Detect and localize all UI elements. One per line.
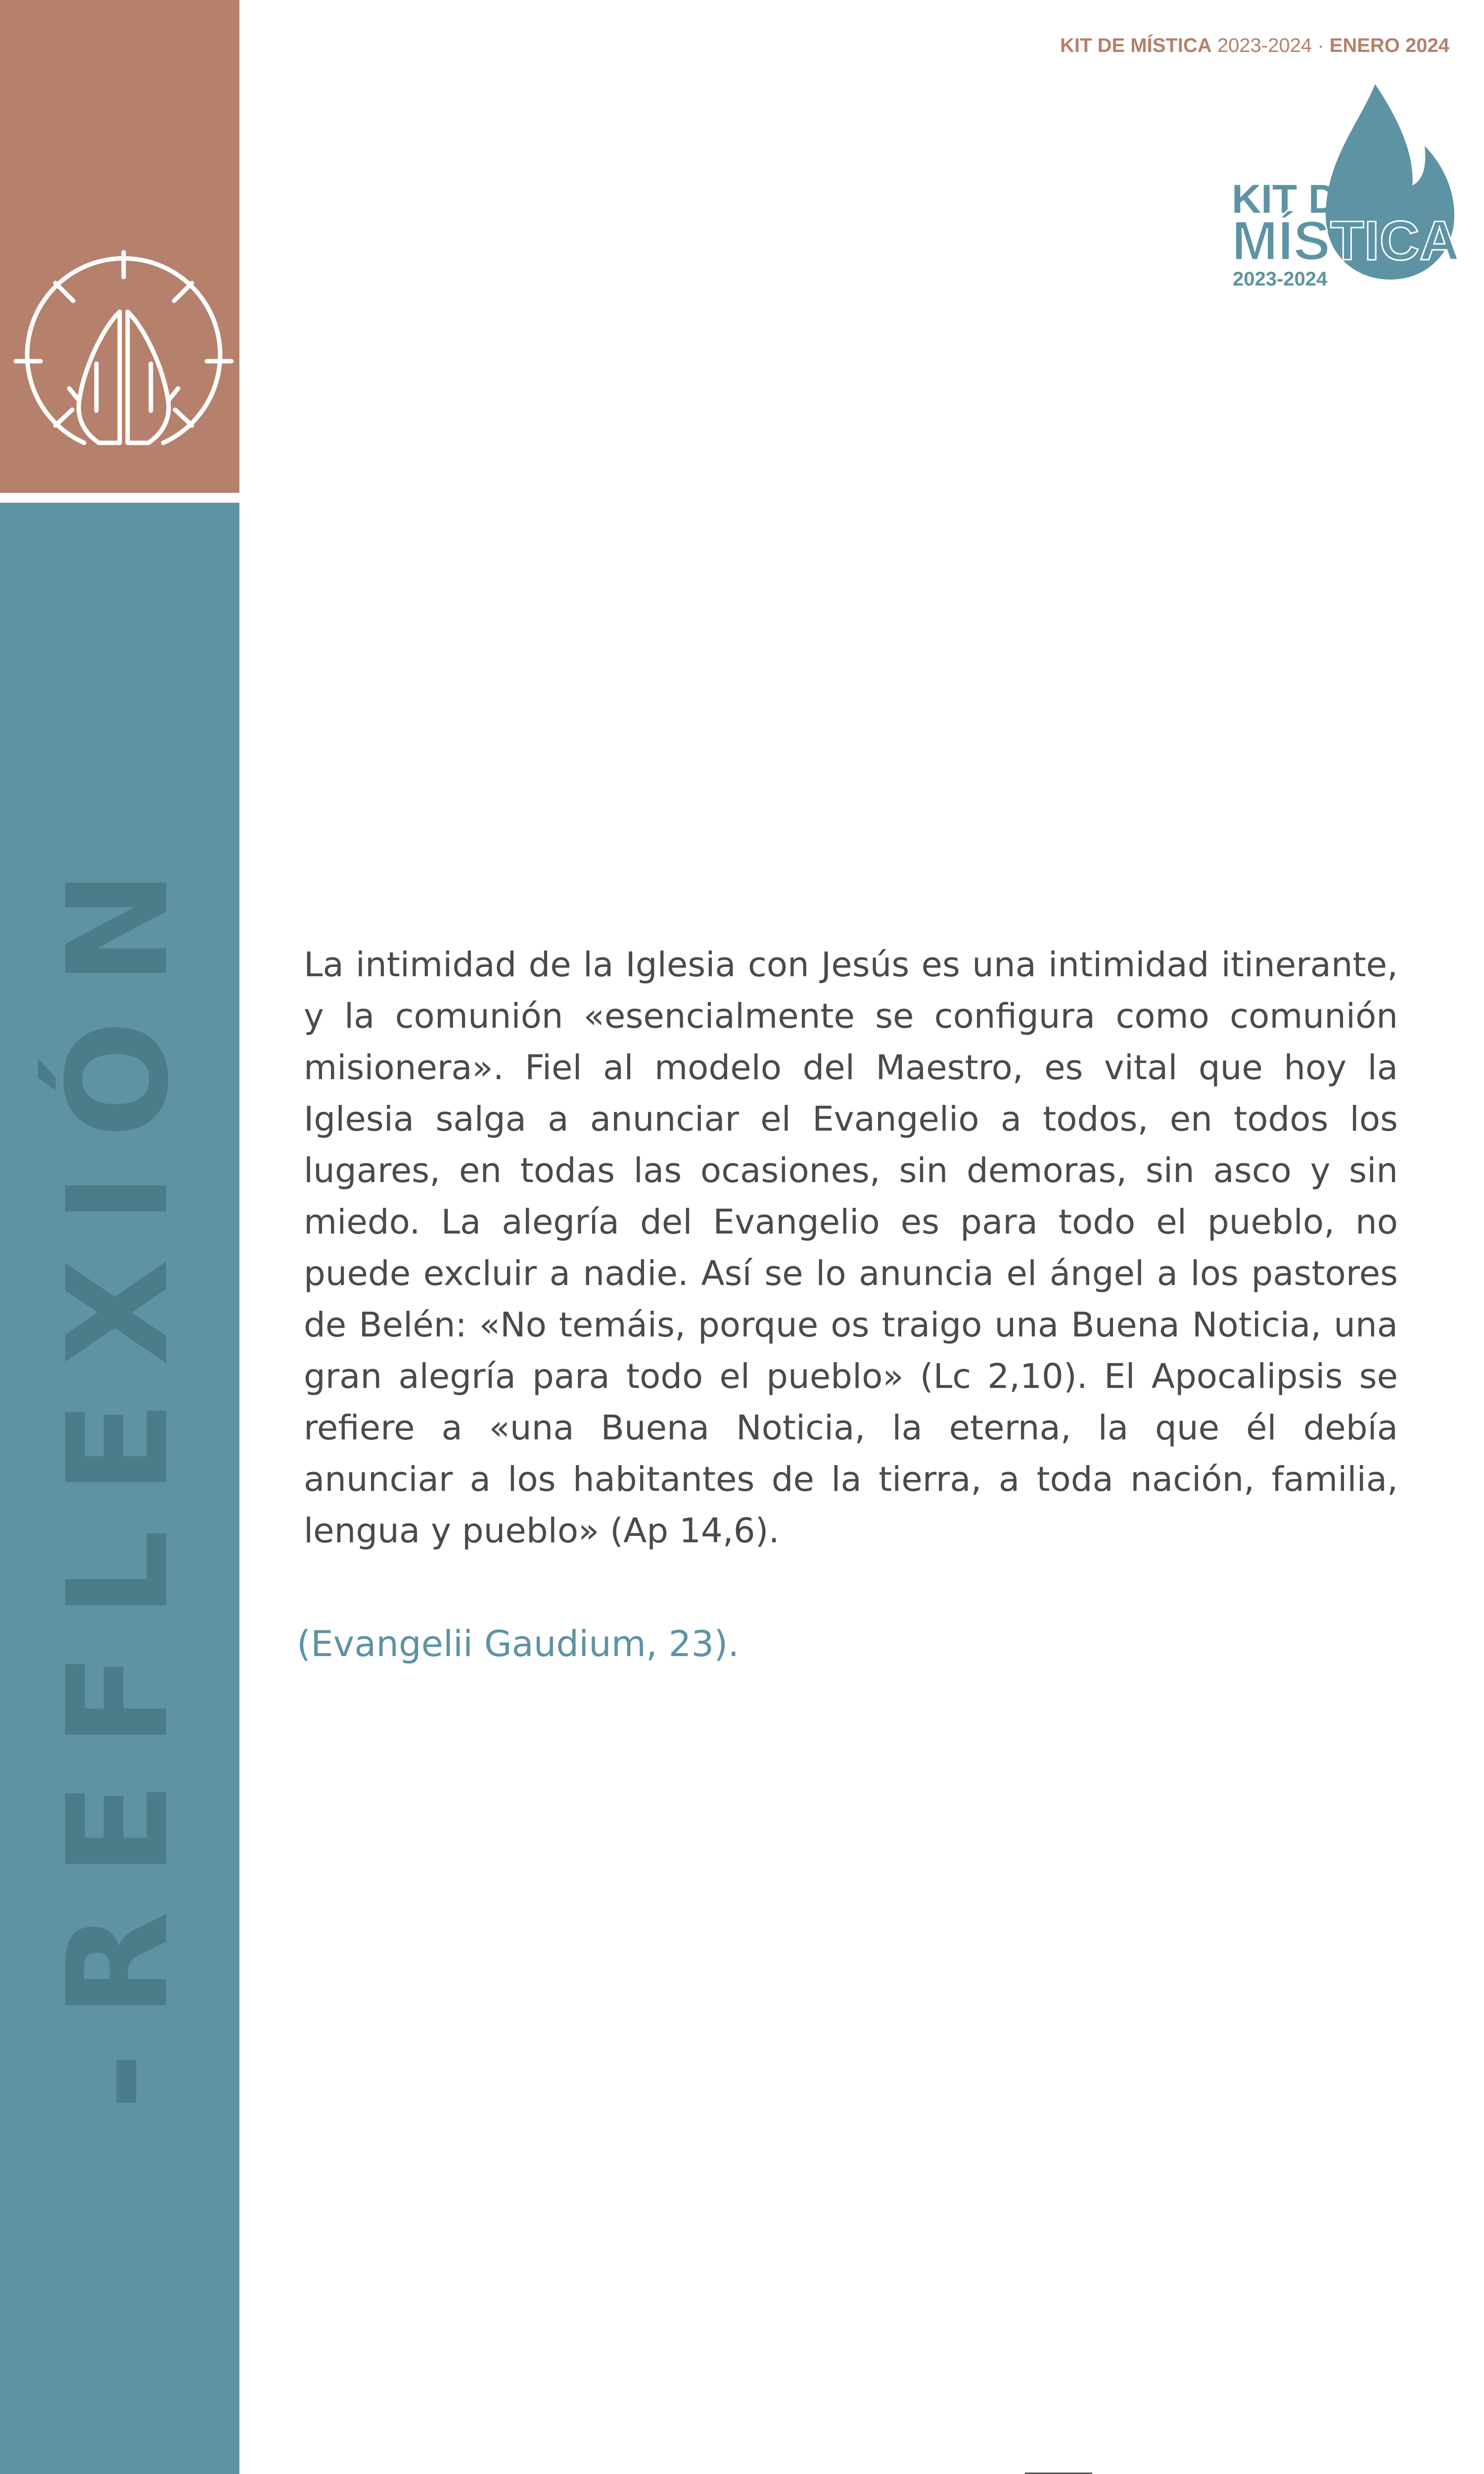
header-month: ENERO 2024 xyxy=(1329,35,1449,56)
kit-logo-line2: MÍSTICA xyxy=(1232,210,1459,272)
section-title: -REFLEXIÓN xyxy=(38,835,199,2110)
kit-de-mistica-logo xyxy=(1227,82,1459,294)
praying-hands-icon xyxy=(10,247,237,475)
header-kit-label: KIT DE MÍSTICA xyxy=(1060,35,1212,56)
citation: (Evangelii Gaudium, 23). xyxy=(297,1623,740,1665)
shield-cross-icon xyxy=(1017,2467,1101,2474)
regnum-christi-logo xyxy=(910,2467,1207,2474)
reflection-paragraph: La intimidad de la Iglesia con Jesús es una intimidad itinerante, y la comunión «esencialmente se configura como comunión misionera». Fiel al modelo del Maestro, es vital que hoy la Iglesia salga a anunciar el Evangelio a todos, en todos los lugares, en todas las ocasiones, sin demoras, sin asco y sin miedo. La alegría del Evangelio es para todo el pueblo, no puede excluir a nadie. Así se lo anuncia el ángel a los pastores de Belén: «No temáis, porque os traigo una Buena Noticia, una gran alegría para todo el pueblo» (Lc 2,10). El Apocalipsis se refiere a «una Buena Noticia, la eterna, la que él debía anunciar a los habitantes de la tierra, a toda nación, familia, lengua y pueblo» (Ap 14,6). xyxy=(304,945,1398,1551)
kit-logo-years: 2023-2024 xyxy=(1233,268,1328,290)
header-years: 2023-2024 · xyxy=(1211,35,1330,56)
kit-logo-line1: KIT DE xyxy=(1232,177,1365,222)
header-kit-date xyxy=(1060,35,1449,57)
sidebar-bottom-panel xyxy=(0,503,239,2474)
sidebar-top-panel xyxy=(0,0,239,493)
